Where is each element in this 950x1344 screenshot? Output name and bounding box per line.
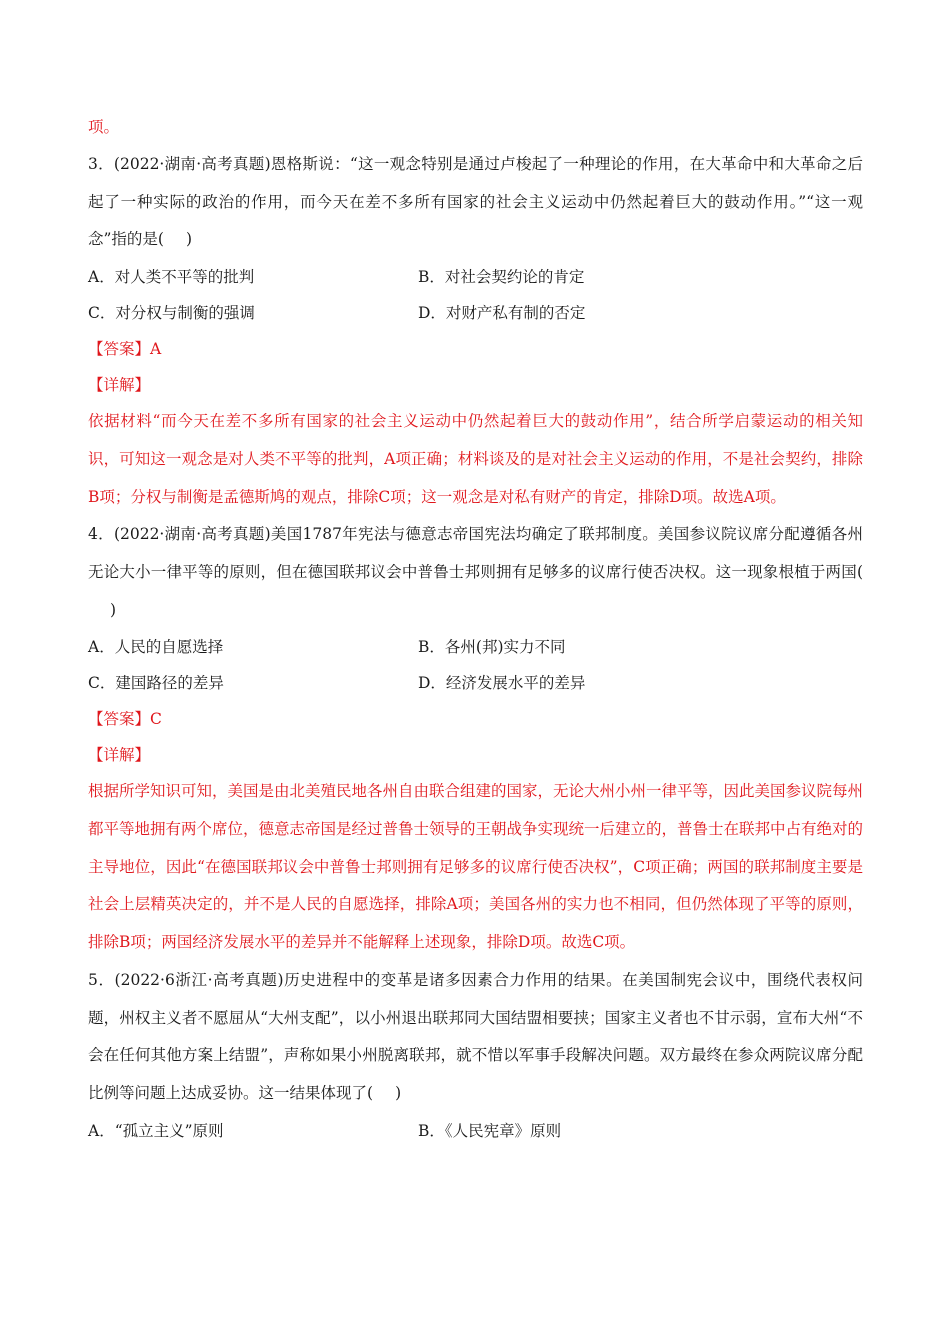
option-b: B．《人民宪章》原则 [418, 1121, 562, 1140]
question-stem-text: 4．(2022·湖南·高考真题)美国1787年宪法与德意志帝国宪法均确定了联邦制度。美国参议院议席分配遵循各州无论大小一律平等的原则，但在德国联邦议会中普鲁士邦则拥有足够多的议席行使否决权。这一现象根植于两国( [88, 525, 863, 581]
options-row [88, 629, 863, 665]
answer-tag: 【答案】A [88, 340, 162, 359]
option-d: D．对财产私有制的否定 [418, 304, 586, 323]
option-c: C．对分权与制衡的强调 [88, 304, 255, 323]
explanation-text: 依据材料“而今天在差不多所有国家的社会主义运动中仍然起着巨大的鼓动作用”，结合所学启蒙运动的相关知识，可知这一观念是对人类不平等的批判，A项正确；材料谈及的是对社会主义运动的作用，不是社会契约，排除B项；分权与制衡是孟德斯鸠的观点，排除C项；这一观念是对私有财产的肯定，排除D项。故选A项。 [88, 412, 863, 506]
option-a: A．对人类不平等的批判 [88, 268, 255, 287]
answer-tag: 【答案】C [88, 710, 162, 729]
options-row [88, 665, 863, 701]
document-page [88, 108, 863, 1149]
option-c: C．建国路径的差异 [88, 674, 224, 693]
options-row [88, 259, 863, 295]
question-stem-close: ) [185, 230, 193, 249]
question-3 [88, 146, 863, 516]
detail-tag: 【详解】 [88, 376, 151, 395]
option-d: D．经济发展水平的差异 [418, 674, 586, 693]
question-stem-close: ) [110, 600, 117, 619]
option-a: A．人民的自愿选择 [88, 638, 224, 657]
detail-tag: 【详解】 [88, 746, 151, 765]
question-stem-text: 3．(2022·湖南·高考真题)恩格斯说：“这一观念特别是通过卢梭起了一种理论的作用，在大革命中和大革命之后起了一种实际的政治的作用，而今天在差不多所有国家的社会主义运动中仍然起着巨大的鼓动作用。”“这一观念”指的是( [88, 155, 863, 249]
previous-explanation-tail: 项。 [88, 118, 120, 136]
options-row [88, 295, 863, 331]
question-4 [88, 516, 863, 962]
explanation-text: 根据所学知识可知，美国是由北美殖民地各州自由联合组建的国家，无论大州小州一律平等，因此美国参议院每州都平等地拥有两个席位，德意志帝国是经过普鲁士领导的王朝战争实现统一后建立的，普鲁士在联邦中占有绝对的主导地位，因此“在德国联邦议会中普鲁士邦则拥有足够多的议席行使否决权”，C项正确；两国的联邦制度主要是社会上层精英决定的，并不是人民的自愿选择，排除A项；美国各州的实力也不相同，但仍然体现了平等的原则，排除B项；两国经济发展水平的差异并不能解释上述现象，排除D项。故选C项。 [88, 782, 864, 952]
options-row [88, 1113, 863, 1149]
option-b: B．对社会契约论的肯定 [418, 268, 585, 287]
question-stem-text: 5．(2022·6浙江·高考真题)历史进程中的变革是诸多因素合力作用的结果。在美国制宪会议中，围绕代表权问题，州权主义者不愿屈从“大州支配”，以小州退出联邦同大国结盟相要挟；国家主义者也不甘示弱，宣布大州“不会在任何其他方案上结盟”，声称如果小州脱离联邦，就不惜以军事手段解决问题。双方最终在参众两院议席分配比例等问题上达成妥协。这一结果体现了( [88, 970, 863, 1102]
question-stem [88, 516, 863, 629]
option-b: B．各州(邦)实力不同 [418, 638, 566, 657]
question-stem-close: ) [395, 1083, 402, 1102]
question-stem [88, 962, 863, 1113]
question-stem [88, 146, 863, 259]
question-5 [88, 962, 863, 1149]
option-a: A．“孤立主义”原则 [88, 1121, 224, 1140]
